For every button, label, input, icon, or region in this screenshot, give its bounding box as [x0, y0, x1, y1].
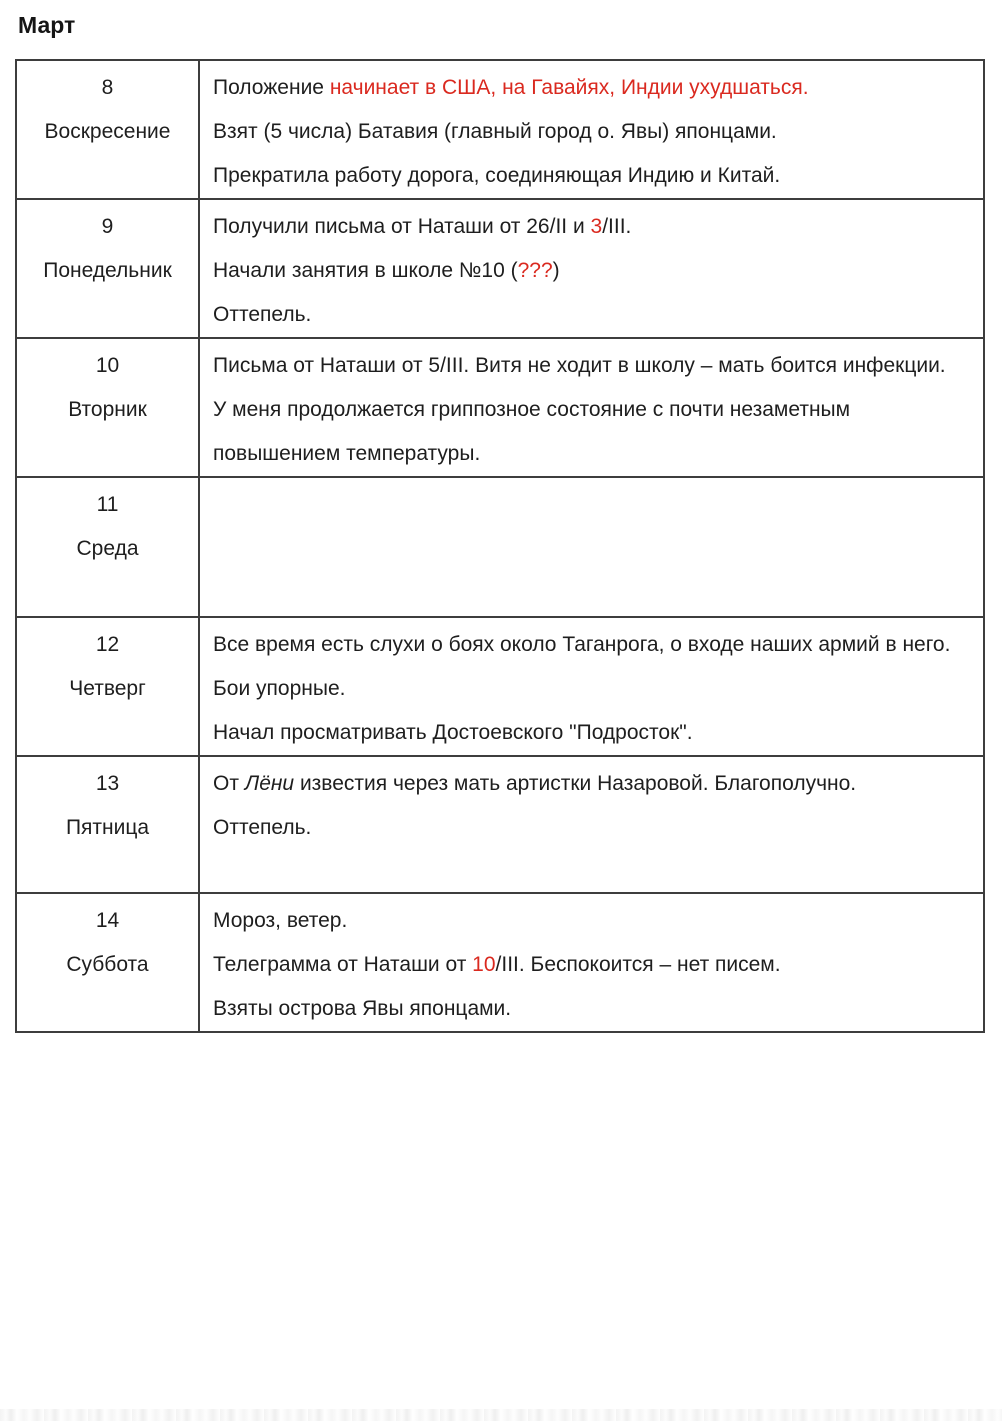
table-row: [16, 756, 984, 893]
entry-line: [213, 806, 969, 850]
table-row: [16, 199, 984, 338]
table-row: [16, 338, 984, 477]
table-row: [16, 477, 984, 617]
entry-cell: [199, 756, 984, 893]
entry-text-segment: 3: [590, 215, 603, 238]
entry-text-segment: Прекратила работу дорога, соединяющая Индию и Китай.: [213, 164, 781, 187]
entry-text-segment: Начал просматривать Достоевского "Подросток".: [213, 721, 693, 744]
entry-text-segment: /III. Беспокоится – нет писем.: [495, 953, 781, 976]
day-cell: [16, 60, 199, 199]
entry-line: [213, 66, 969, 110]
entry-text-segment: Положение: [213, 76, 330, 99]
entry-text-segment: начинает в США, на Гавайях, Индии ухудшаться.: [329, 76, 809, 99]
entry-text-segment: Взят (5 числа) Батавия (главный город о. Явы) японцами.: [213, 120, 777, 143]
day-number: 13: [95, 772, 120, 795]
day-number: 11: [96, 493, 119, 516]
scan-noise-band: [0, 1409, 1002, 1421]
weekday-label: Среда: [76, 537, 139, 560]
day-cell: [16, 893, 199, 1032]
table-row: [16, 893, 984, 1032]
entry-text-segment: Начали занятия в школе №10 (: [213, 259, 518, 282]
entry-line: [213, 388, 969, 476]
day-cell: [16, 617, 199, 756]
weekday-label: Пятница: [65, 816, 150, 839]
day-number: 8: [101, 76, 114, 99]
entry-line: [213, 667, 969, 711]
day-number: 14: [95, 909, 120, 932]
day-number: 12: [95, 633, 120, 656]
entry-line: [213, 344, 969, 388]
entry-cell: [199, 338, 984, 477]
entry-line: [213, 762, 969, 806]
entry-line: [213, 987, 969, 1031]
entry-text-segment: 10: [472, 953, 496, 976]
entry-text-segment: Все время есть слухи о боях около Таганрога, о входе наших армий в него.: [213, 633, 951, 656]
entry-text-segment: известия через мать артистки Назаровой. Благополучно.: [294, 772, 857, 795]
entry-text-segment: Оттепель.: [213, 816, 312, 839]
entry-text-segment: Лёни: [244, 772, 295, 795]
entry-text-segment: Оттепель.: [213, 303, 312, 326]
entry-line: [213, 899, 969, 943]
entry-text-segment: Мороз, ветер.: [213, 909, 348, 932]
entry-text-segment: Бои упорные.: [213, 677, 346, 700]
day-number: 9: [101, 215, 114, 238]
entry-cell: [199, 477, 984, 617]
weekday-label: Суббота: [66, 953, 149, 976]
entry-text-segment: Взяты острова Явы японцами.: [213, 997, 512, 1020]
day-cell: [16, 756, 199, 893]
entry-text-segment: От: [213, 772, 245, 795]
weekday-label: Понедельник: [43, 259, 172, 282]
day-cell: [16, 338, 199, 477]
entry-cell: [199, 199, 984, 338]
entry-cell: [199, 617, 984, 756]
weekday-label: Четверг: [69, 677, 146, 700]
entry-text-segment: Телеграмма от Наташи от: [213, 953, 473, 976]
entry-text-segment: Получили письма от Наташи от 26/II и: [213, 215, 591, 238]
entry-line: [213, 623, 969, 667]
weekday-label: Воскресение: [44, 120, 171, 143]
table-row: [16, 617, 984, 756]
day-cell: [16, 199, 199, 338]
entry-line: [213, 110, 969, 154]
entry-line: [213, 249, 969, 293]
entry-text-segment: /III.: [602, 215, 632, 238]
page-title: Март: [18, 12, 76, 38]
entry-line: [213, 293, 969, 337]
entry-line: [213, 943, 969, 987]
diary-table: [15, 59, 985, 1033]
entry-line: [213, 154, 969, 198]
weekday-label: Вторник: [68, 398, 147, 421]
entry-text-segment: Письма от Наташи от 5/III. Витя не ходит в школу – мать боится инфекции.: [213, 354, 946, 377]
entry-line: [213, 205, 969, 249]
table-row: [16, 60, 984, 199]
entry-cell: [199, 60, 984, 199]
entry-text-segment: У меня продолжается гриппозное состояние с почти незаметным повышением температуры.: [213, 398, 851, 465]
entry-cell: [199, 893, 984, 1032]
entry-text-segment: ???: [517, 259, 553, 282]
day-cell: [16, 477, 199, 617]
entry-text-segment: ): [552, 259, 560, 282]
day-number: 10: [95, 354, 120, 377]
diary-rows: [16, 60, 984, 1032]
entry-line: [213, 711, 969, 755]
